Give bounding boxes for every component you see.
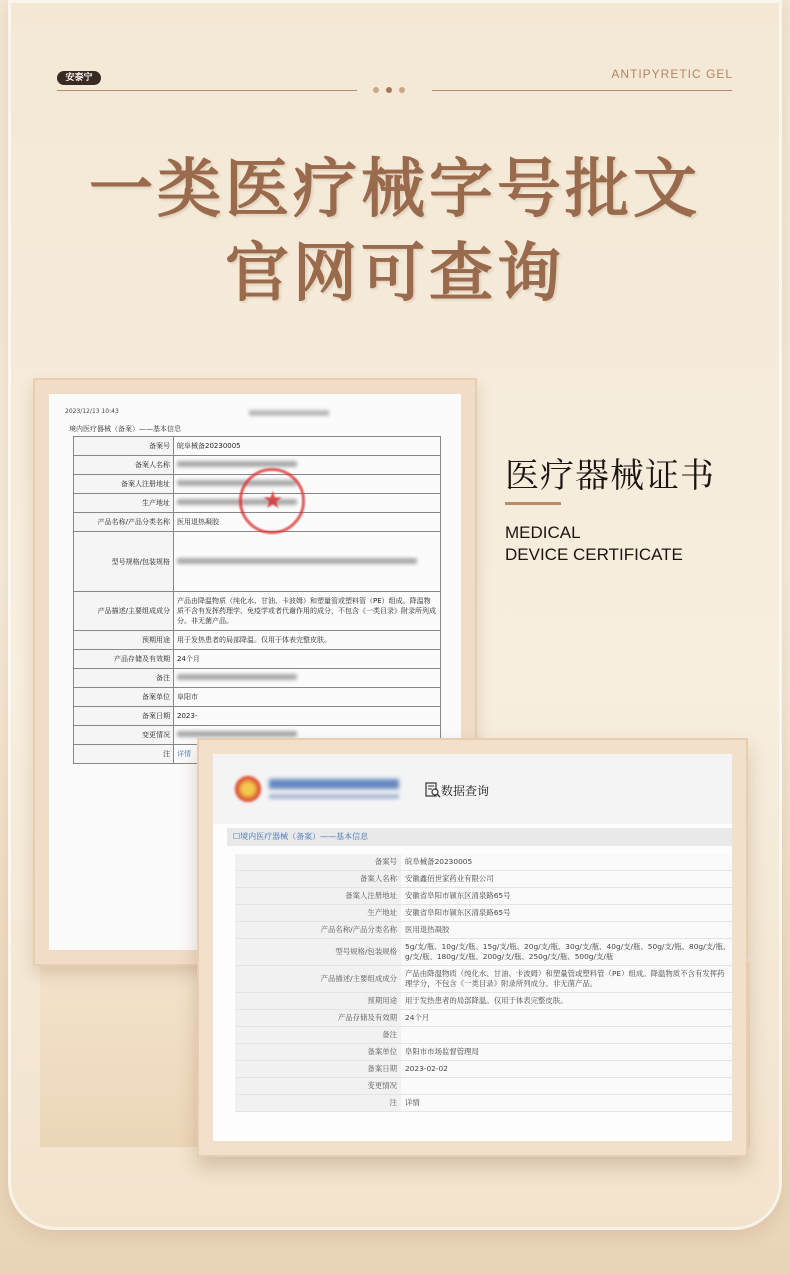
table-row <box>74 707 441 726</box>
row-value <box>174 669 441 688</box>
row-value: 阜阳市 <box>174 688 441 707</box>
certificate-title-underline <box>505 502 561 505</box>
row-key: 产品描述/主要组成成分 <box>74 592 174 631</box>
row-key: 备案日期 <box>235 1061 401 1078</box>
front-section-title: ☐境内医疗器械（备案）——基本信息 <box>227 828 732 846</box>
table-row <box>74 631 441 650</box>
row-value: 24个月 <box>174 650 441 669</box>
row-key: 备注 <box>74 669 174 688</box>
row-key: 预期用途 <box>74 631 174 650</box>
table-row <box>235 1078 732 1095</box>
row-value: 2023-02-02 <box>401 1061 732 1078</box>
table-row <box>235 871 732 888</box>
row-value: 用于发热患者的局部降温。仅用于体表完整皮肤。 <box>401 993 732 1010</box>
headline-line-2: 官网可查询 <box>225 237 565 311</box>
row-value: 用于发热患者的局部降温。仅用于体表完整皮肤。 <box>174 631 441 650</box>
table-row <box>235 1044 732 1061</box>
front-certificate-table <box>235 854 732 1112</box>
national-emblem-icon <box>235 776 261 802</box>
row-value: 阜阳市市场监督管理局 <box>401 1044 732 1061</box>
official-seal <box>239 468 305 534</box>
header-divider-left <box>57 90 357 91</box>
front-certificate-frame <box>197 738 748 1157</box>
data-query-label[interactable]: 数据查询 <box>441 784 490 798</box>
row-key: 备案单位 <box>235 1044 401 1061</box>
header-dots <box>373 87 405 93</box>
row-key: 备案人名称 <box>74 456 174 475</box>
row-key: 产品名称/产品分类名称 <box>235 922 401 939</box>
row-key: 备案人注册地址 <box>74 475 174 494</box>
table-row <box>235 1095 732 1112</box>
header-divider-right <box>432 90 732 91</box>
row-value: 24个月 <box>401 1010 732 1027</box>
row-key: 变更情况 <box>74 726 174 745</box>
brand-english-name: ANTIPYRETIC GEL <box>611 67 733 81</box>
row-value <box>401 1027 732 1044</box>
front-section-title-text: 境内医疗器械（备案）——基本信息 <box>240 832 369 841</box>
row-key: 备注 <box>235 1027 401 1044</box>
redacted-value <box>177 558 417 564</box>
row-value: 安徽省阜阳市颍东区清泉路65号 <box>401 888 732 905</box>
table-row <box>235 854 732 871</box>
row-key: 生产地址 <box>74 494 174 513</box>
row-key: 注 <box>74 745 174 764</box>
row-value <box>174 475 441 494</box>
row-key: 备案号 <box>235 854 401 871</box>
row-key: 生产地址 <box>235 905 401 922</box>
row-value: 安徽省阜阳市颍东区清泉路65号 <box>401 905 732 922</box>
row-key: 型号规格/包装规格 <box>74 532 174 592</box>
table-row <box>74 592 441 631</box>
row-value: 安徽鑫佰世家药业有限公司 <box>401 871 732 888</box>
table-row <box>74 650 441 669</box>
table-row <box>74 437 441 456</box>
certificate-english-line-2: DEVICE CERTIFICATE <box>505 545 683 564</box>
row-value: 5g/支/瓶、10g/支/瓶、15g/支/瓶、20g/支/瓶、30g/支/瓶、40g/支/瓶、50g/支/瓶、80g/支/瓶、g/支/瓶、180g/支/瓶、200g/支/瓶、250g/支/瓶、500g/支/瓶 <box>401 939 732 966</box>
table-row <box>235 966 732 993</box>
row-value: 医用退热凝胶 <box>174 513 441 532</box>
table-row <box>74 532 441 592</box>
back-section-title: 境内医疗器械（备案）——基本信息 <box>69 425 181 433</box>
search-document-icon[interactable] <box>425 782 441 798</box>
table-row <box>74 688 441 707</box>
redacted-value <box>177 674 297 680</box>
table-row <box>235 1061 732 1078</box>
table-row <box>235 1027 732 1044</box>
blurred-org-name-en <box>269 794 399 799</box>
row-key: 备案日期 <box>74 707 174 726</box>
certificate-timestamp: 2023/12/13 10:43 <box>65 408 119 415</box>
certificate-english <box>505 522 683 566</box>
row-value: 医用退热凝胶 <box>401 922 732 939</box>
row-key: 产品存储及有效期 <box>235 1010 401 1027</box>
row-key: 型号规格/包装规格 <box>235 939 401 966</box>
row-value: 产品由降温物质（纯化水、甘油、卡波姆）和塑量管或塑料管（PE）组成。降温物质不含有发挥药理学、免疫学或者代谢作用的成分，不包含《一类目录》附录所列成分。非无菌产品。 <box>174 592 441 631</box>
redacted-value <box>177 731 297 737</box>
row-key: 备案号 <box>74 437 174 456</box>
row-value <box>401 1078 732 1095</box>
row-value: 2023- <box>174 707 441 726</box>
table-row <box>235 905 732 922</box>
website-header <box>213 754 732 824</box>
headline-line-1: 一类医疗械字号批文 <box>89 153 701 227</box>
row-key: 产品名称/产品分类名称 <box>74 513 174 532</box>
row-value: 皖阜械备20230005 <box>174 437 441 456</box>
row-key: 注 <box>235 1095 401 1112</box>
row-key: 备案人注册地址 <box>235 888 401 905</box>
row-value: 皖阜械备20230005 <box>401 854 732 871</box>
row-key: 变更情况 <box>235 1078 401 1095</box>
row-value[interactable]: 详情 <box>401 1095 732 1112</box>
table-row <box>235 939 732 966</box>
blurred-header <box>249 410 329 416</box>
row-value: 产品由降温物质（纯化水、甘油、卡波姆）和塑量管或塑料管（PE）组成。降温物质不含有发挥药理学分，不包含《一类目录》附录所列成分。非无菌产品。 <box>401 966 732 993</box>
table-row <box>235 888 732 905</box>
blurred-org-name <box>269 779 399 789</box>
row-value[interactable]: 详情 <box>174 745 441 764</box>
table-row <box>235 1010 732 1027</box>
row-value <box>174 494 441 513</box>
certificate-english-line-1: MEDICAL <box>505 523 581 542</box>
row-value <box>174 532 441 592</box>
table-row <box>74 669 441 688</box>
row-key: 产品描述/主要组成成分 <box>235 966 401 993</box>
redacted-value <box>177 461 297 467</box>
brand-logo: 安泰宁 <box>57 71 101 85</box>
row-key: 备案单位 <box>74 688 174 707</box>
table-row <box>235 922 732 939</box>
row-value <box>174 456 441 475</box>
row-key: 备案人名称 <box>235 871 401 888</box>
table-row <box>235 993 732 1010</box>
certificate-title: 医疗器械证书 <box>505 456 715 496</box>
row-key: 产品存储及有效期 <box>74 650 174 669</box>
row-key: 预期用途 <box>235 993 401 1010</box>
front-certificate-paper <box>213 754 732 1141</box>
